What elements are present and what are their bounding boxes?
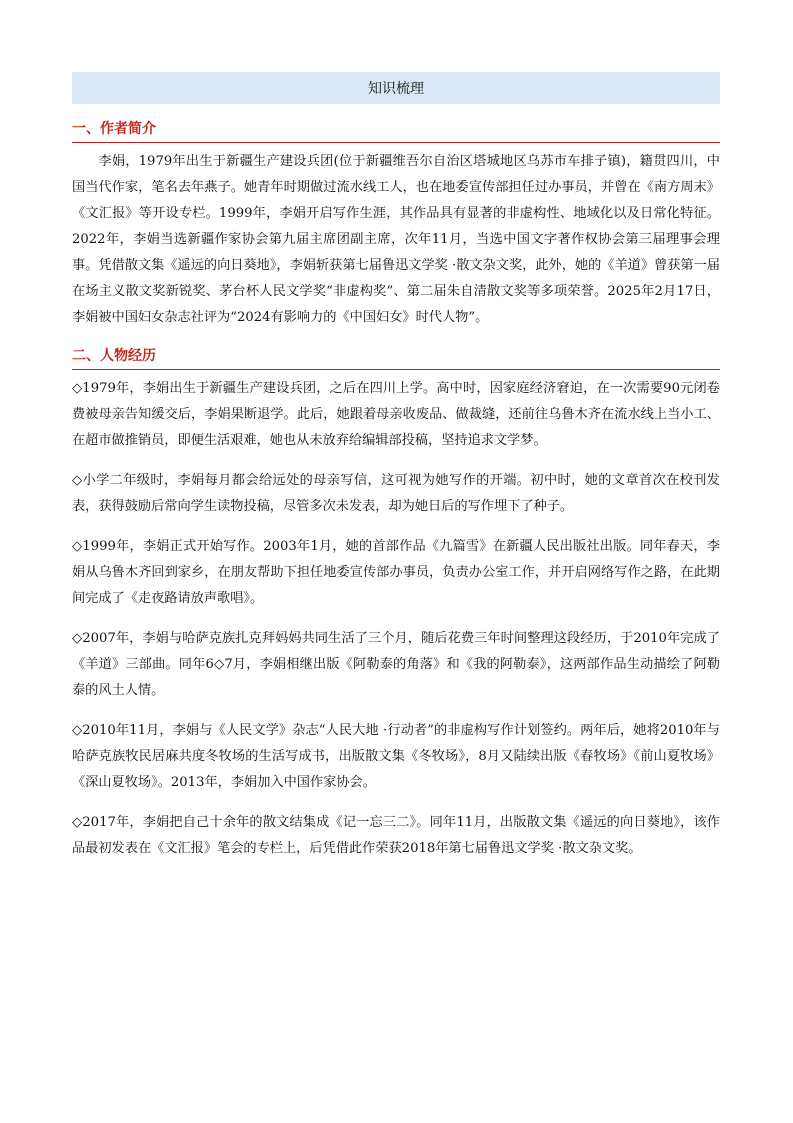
experience-paragraph: ◇小学二年级时，李娟每月都会给远处的母亲写信，这可视为她写作的开端。初中时，她的文章首次在校刊发表，获得鼓励后常向学生读物投稿，尽管多次未发表，却为她日后的写作埋下了种子。 bbox=[72, 473, 720, 514]
section-life-experience bbox=[72, 345, 720, 862]
experience-item bbox=[72, 626, 720, 704]
experience-paragraph: ◇1979年，李娟出生于新疆生产建设兵团，之后在四川上学。高中时，因家庭经济窘迫，在一次需要90元闭卷费被母亲告知缓交后，李娟果断退学。此后，她跟着母亲收废品、做裁缝，还前往乌鲁木齐在流水线上当小工、在超市做推销员，即便生活艰难，她也从未放弃给编辑部投稿，坚持追求文学梦。 bbox=[72, 381, 720, 448]
experience-paragraph: ◇2017年，李娟把自己十余年的散文结集成《记一忘三二》。同年11月，出版散文集《遥远的向日葵地》，该作品最初发表在《文汇报》笔会的专栏上，后凭借此作荣获2018年第七届鲁迅文学奖 ·散文杂文奖。 bbox=[72, 815, 720, 856]
experience-paragraph: ◇2007年，李娟与哈萨克族扎克拜妈妈共同生活了三个月，随后花费三年时间整理这段经历，于2010年完成了《羊道》三部曲。同年6◇7月，李娟相继出版《阿勒泰的角落》和《我的阿勒泰》，这两部作品生动描绘了阿勒泰的风土人情。 bbox=[72, 631, 720, 698]
experience-item bbox=[72, 376, 720, 454]
section-heading-life-experience: 二、人物经历 bbox=[72, 348, 156, 364]
experience-paragraph: ◇2010年11月，李娟与《人民文学》杂志“人民大地 ·行动者”的非虚构写作计划签约。两年后，她将2010年与哈萨克族牧民居麻共度冬牧场的生活写成书，出版散文集《冬牧场》，8月又陆续出版《春牧场》《前山夏牧场》《深山夏牧场》。2013年，李娟加入中国作家协会。 bbox=[72, 723, 720, 790]
experience-item bbox=[72, 534, 720, 612]
section-author-intro bbox=[72, 118, 720, 331]
experience-paragraph: ◇1999年，李娟正式开始写作。2003年1月，她的首部作品《九篇雪》在新疆人民出版社出版。同年春天，李娟从乌鲁木齐回到家乡，在朋友帮助下担任地委宣传部办事员，负责办公室工作，并开启网络写作之路，在此期间完成了《走夜路请放声歌唱》。 bbox=[72, 539, 720, 606]
experience-item bbox=[72, 810, 720, 862]
author-intro-paragraph: 李娟，1979年出生于新疆生产建设兵团(位于新疆维吾尔自治区塔城地区乌苏市车排子镇)，籍贯四川，中国当代作家，笔名去年燕子。她青年时期做过流水线工人，也在地委宣传部担任过办事员，并曾在《南方周末》《文汇报》等开设专栏。1999年，李娟开启写作生涯，其作品具有显著的非虚构性、地域化以及日常化特征。2022年，李娟当选新疆作家协会第九届主席团副主席，次年11月，当选中国文字著作权协会第三届理事会理事。凭借散文集《遥远的向日葵地》，李娟斩获第七届鲁迅文学奖 ·散文杂文奖，此外，她的《羊道》曾获第一届在场主义散文奖新锐奖、茅台杯人民文学奖“非虚构奖”、第二届朱自清散文奖等多项荣誉。2025年2月17日，李娟被中国妇女杂志社评为“2024有影响力的《中国妇女》时代人物”。 bbox=[72, 154, 720, 325]
page-title-bar bbox=[72, 72, 720, 104]
document-page bbox=[72, 72, 720, 862]
section-divider bbox=[72, 369, 720, 370]
experience-item bbox=[72, 718, 720, 796]
page-title: 知识梳理 bbox=[368, 81, 424, 97]
section-heading-author-intro: 一、作者简介 bbox=[72, 121, 156, 137]
experience-item bbox=[72, 468, 720, 520]
section-divider bbox=[72, 142, 720, 143]
